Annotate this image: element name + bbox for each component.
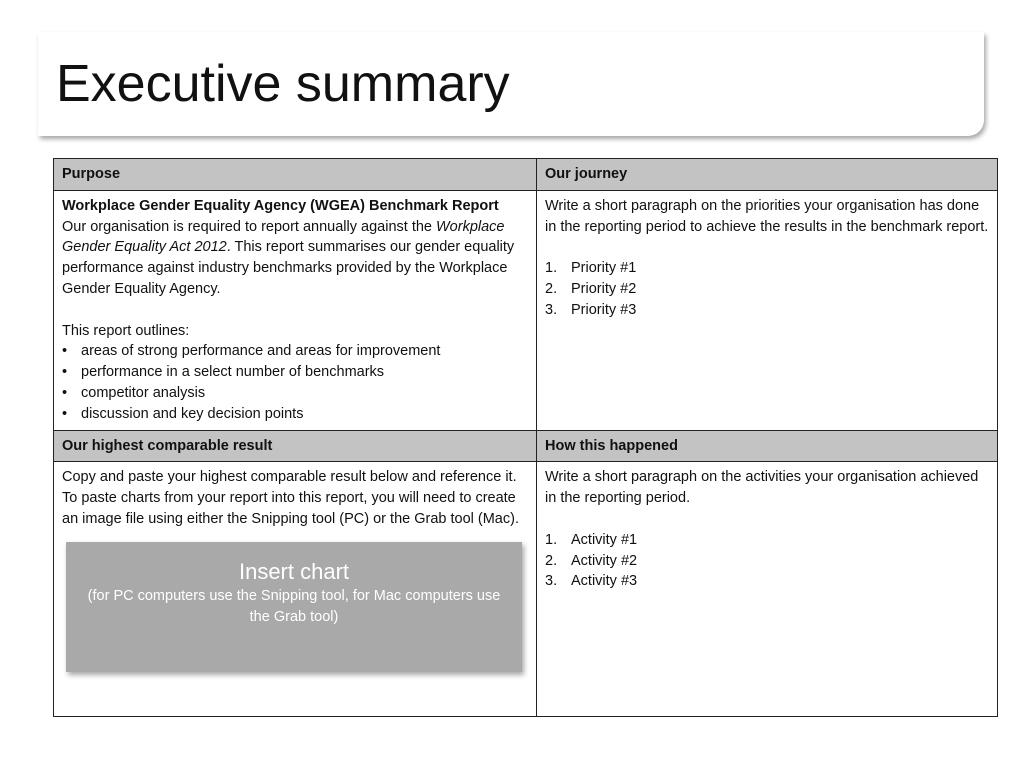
list-number: 2. [545, 280, 558, 297]
chart-placeholder-note: (for PC computers use the Snipping tool, for Mac computers use the Grab tool) [87, 587, 501, 625]
highest-result-text: Copy and paste your highest comparable result below and reference it. To paste charts from your report into this report, you will need to create an image file using either the Snipping tool (PC) or the Grab tool (Mac). [62, 469, 519, 527]
list-item [545, 530, 989, 551]
list-number: 3. [545, 573, 558, 590]
list-item [545, 300, 989, 321]
title-box [38, 32, 984, 136]
summary-table [53, 158, 998, 717]
highest-result-cell[interactable] [54, 462, 537, 717]
list-item: • performance in a select number of benchmarks [81, 362, 528, 383]
list-label: Priority #1 [571, 260, 637, 277]
list-label: Activity #2 [571, 552, 638, 569]
act-name: Workplace Gender Equality Act 2012 [62, 218, 505, 256]
spacer [62, 300, 528, 321]
spacer [545, 509, 989, 530]
spacer [545, 237, 989, 258]
chart-placeholder[interactable] [66, 542, 522, 672]
purpose-cell[interactable] [54, 190, 537, 430]
how-header[interactable]: How this happened [537, 430, 998, 462]
list-item: • competitor analysis [81, 383, 528, 404]
purpose-intro-1: Our organisation is required to report annually against the [62, 218, 436, 235]
activity-list [545, 530, 989, 592]
list-item: • areas of strong performance and areas for improvement [81, 341, 528, 362]
list-label: Activity #1 [571, 531, 638, 548]
list-item: • discussion and key decision points [81, 404, 528, 425]
purpose-header[interactable]: Purpose [54, 159, 537, 191]
report-title: Workplace Gender Equality Agency (WGEA) Benchmark Report [62, 197, 499, 214]
list-number: 1. [545, 260, 558, 277]
highest-result-header[interactable]: Our highest comparable result [54, 430, 537, 462]
chart-placeholder-title: Insert chart [238, 558, 350, 584]
page-title[interactable]: Executive summary [56, 55, 510, 113]
journey-cell[interactable] [537, 190, 998, 430]
list-item [545, 551, 989, 572]
outline-label: This report outlines: [62, 322, 190, 339]
priority-list [545, 258, 989, 320]
list-item [545, 571, 989, 592]
how-text: Write a short paragraph on the activities your organisation achieved in the reporting period. [545, 469, 979, 507]
list-item [545, 258, 989, 279]
list-number: 2. [545, 552, 558, 569]
outline-list [62, 341, 528, 424]
purpose-intro-2: . This report summarises our gender equality performance against industry benchmarks provided by the Workplace Gender Equality Agency. [62, 239, 515, 297]
list-label: Priority #3 [571, 301, 637, 318]
list-item [545, 279, 989, 300]
list-label: Activity #3 [571, 573, 638, 590]
journey-text: Write a short paragraph on the priorities your organisation has done in the reporting period to achieve the results in the benchmark report. [545, 197, 989, 235]
purpose-intro [62, 217, 528, 300]
journey-header[interactable]: Our journey [537, 159, 998, 191]
list-label: Priority #2 [571, 280, 637, 297]
list-number: 1. [545, 531, 558, 548]
how-cell[interactable] [537, 462, 998, 717]
list-number: 3. [545, 301, 558, 318]
